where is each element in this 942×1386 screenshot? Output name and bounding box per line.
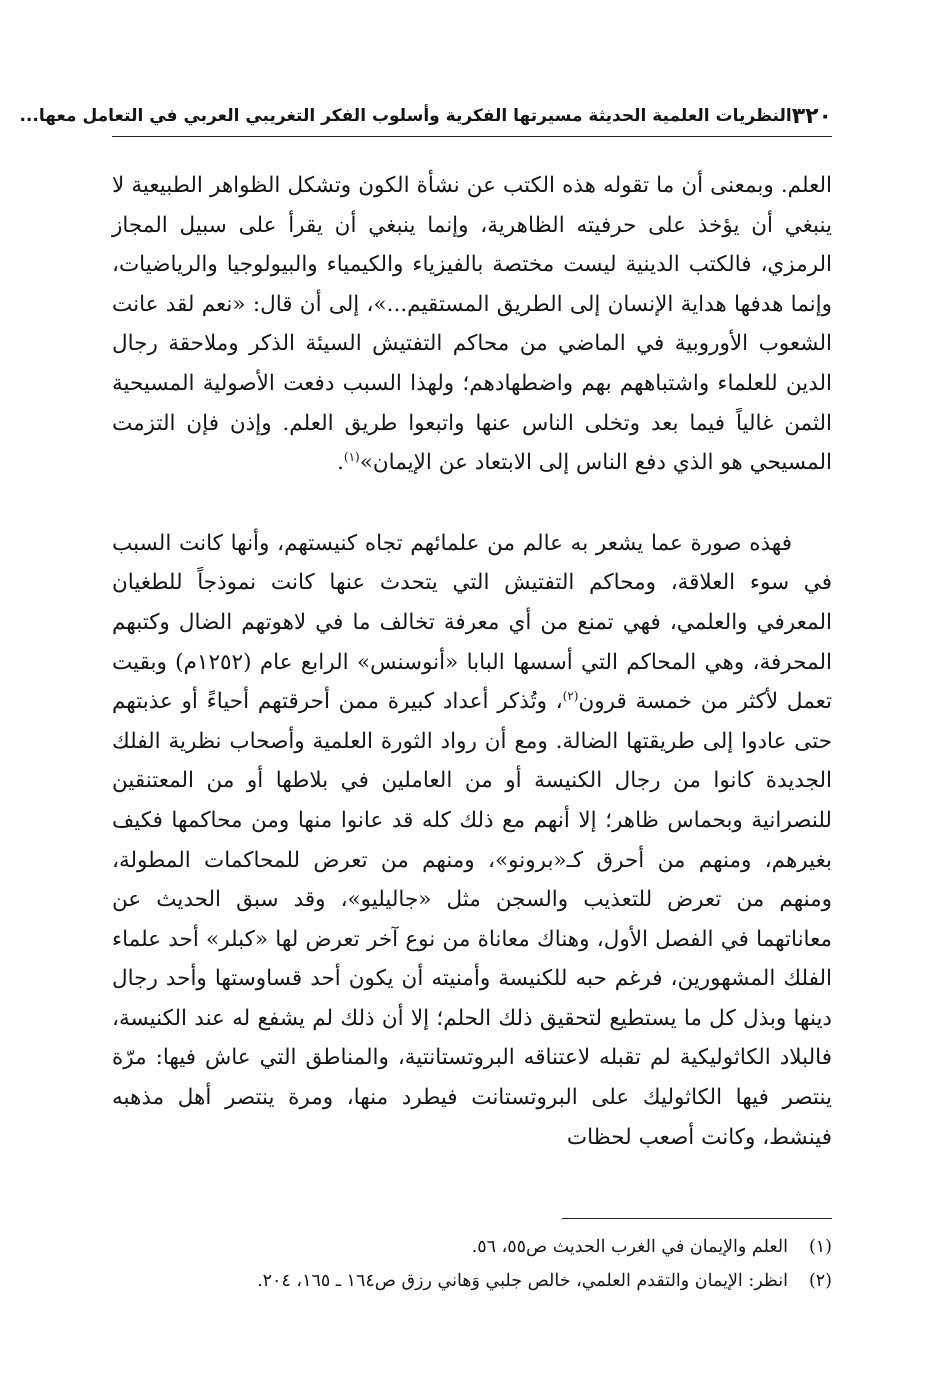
paragraph-1: [112, 166, 832, 483]
paragraph-2: [112, 524, 832, 1158]
footnote-ref-1[interactable]: (١): [343, 450, 360, 464]
footnote-text: العلم والإيمان في الغرب الحديث ص٥٥، ٥٦.: [471, 1237, 788, 1257]
footnote-ref-2[interactable]: (٢): [562, 688, 579, 703]
footnote-marker: (١): [808, 1237, 832, 1257]
page-header: [19, 96, 832, 137]
footnote-text: انظر: الإيمان والتقدم العلمي، خالص جلبي وَهاني رزق ص١٦٤ ـ ١٦٥، ٢٠٤.: [257, 1271, 788, 1291]
paragraph-2-text-a: فهذه صورة عما يشعر به عالم من علمائهم تجاه كنيستهم، وأنها كانت السبب في سوء العلاقة، ومحاكم التفتيش التي يتحدث عنها كانت نموذجاً للطغيان المعرفي والعلمي، فهي تمنع من أي معرفة تخالف ما في لاهوتهم الضال وكتبهم المحرفة، وهي المحاكم التي أسسها البابا «أنوسنس» الرابع عام (١٢٥٢م) وبقيت تعمل لأكثر من خمسة قرون: [112, 530, 832, 715]
footnote-item: [112, 1264, 832, 1298]
footnotes: [112, 1230, 832, 1298]
page-number: ٣٢٠: [791, 103, 832, 129]
paragraph-2-text-b: ، وتُذكر أعداد كبيرة ممن أحرقتهم أحياءً أو عذبتهم حتى عادوا إلى طريقتها الضالة. ومع أن رواد الثورة العلمية وأصحاب نظرية الفلك الجديدة كانوا من رجال الكنيسة أو من العاملين في بلاطها أو من المعتنقين للنصرانية وبحماس ظاهر؛ إلا أنهم مع ذلك كله قد عانوا منها ومن محاكمها فكيف بغيرهم، ومنهم من أحرق كـ«برونو»، ومنهم من تعرض للمحاكمات المطولة، ومنهم من تعرض للتعذيب والسجن مثل «جاليليو»، وقد سبق الحديث عن معاناتهما في الفصل الأول، وهناك معاناة من نوع آخر تعرض لها «كبلر» أحد علماء الفلك المشهورين، فرغم حبه للكنيسة وأمنيته أن يكون أحد قساوستها وأحد رجال دينها وبذل كل ما يستطيع لتحقيق ذلك الحلم؛ إلا أن ذلك لم يشفع له عند الكنيسة، فالبلاد الكاثوليكية لم تقبله لاعتناقه البروتستانتية، والمناطق التي عاش فيها: مرّة ينتصر فيها الكاثوليك على البروتستانت فيطرد منها، ومرة ينتصر أهل مذهبه فينشط، وكانت أصعب لحظات: [112, 689, 832, 1150]
running-title: النظريات العلمية الحديثة مسيرتها الفكرية وأسلوب الفكر التغريبي العربي في التعامل معها...: [19, 106, 792, 126]
paragraph-1-text: العلم. وبمعنى أن ما تقوله هذه الكتب عن نشأة الكون وتشكل الظواهر الطبيعية لا ينبغي أن يؤخذ على حرفيته الظاهرية، وإنما ينبغي أن يقرأ على سبيل المجاز الرمزي، فالكتب الدينية ليست مختصة بالفيزياء والكيمياء والبيولوجيا والرياضيات، وإنما هدفها هداية الإنسان إلى الطريق المستقيم...»، إلى أن قال: «نعم لقد عانت الشعوب الأوروبية في الماضي من محاكم التفتيش السيئة الذكر وملاحقة رجال الدين للعلماء واشتباههم بهم واضطهادهم؛ ولهذا السبب دفعت الأصولية المسيحية الثمن غالياً فيما بعد وتخلى الناس عنها واتبعوا طريق العلم. وإذن فإن التزمت المسيحي هو الذي دفع الناس إلى الابتعاد عن الإيمان»: [112, 173, 832, 476]
paragraph-gap: [112, 483, 832, 524]
body-text: [112, 166, 832, 1157]
footnote-separator: [562, 1218, 832, 1219]
paragraph-1-end: .: [337, 450, 344, 476]
footnote-item: [112, 1230, 832, 1264]
footnote-marker: (٢): [808, 1271, 832, 1291]
